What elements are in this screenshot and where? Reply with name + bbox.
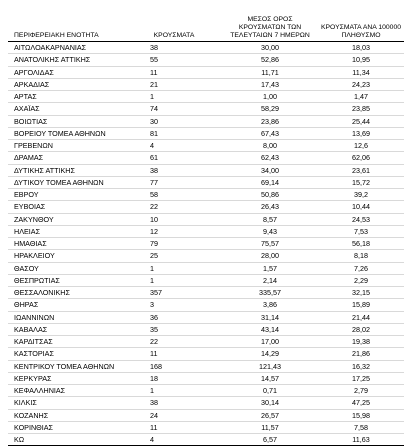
region-cell: ΗΛΕΙΑΣ [8,225,126,237]
region-cell: ΑΧΑΪΑΣ [8,103,126,115]
cases-cell: 81 [126,127,222,139]
region-cell: ΚΕΦΑΛΛΗΝΙΑΣ [8,385,126,397]
cases-cell: 10 [126,213,222,225]
table-row [8,323,404,335]
header-avg7: ΜΕΣΟΣ ΟΡΟΣ ΚΡΟΥΣΜΑΤΩΝ ΤΩΝ ΤΕΛΕΥΤΑΙΩΝ 7 ΗΜΕΡΩΝ [222,16,318,42]
table-row [8,299,404,311]
avg7-cell: 26,43 [222,201,318,213]
avg7-cell: 28,00 [222,250,318,262]
avg7-cell: 67,43 [222,127,318,139]
avg7-cell: 17,00 [222,336,318,348]
region-cell: ΒΟΙΩΤΙΑΣ [8,115,126,127]
per100k-cell: 1,47 [318,91,404,103]
per100k-cell: 24,23 [318,78,404,90]
table-row [8,311,404,323]
per100k-cell: 23,61 [318,164,404,176]
cases-cell: 168 [126,360,222,372]
region-cell: ΔΡΑΜΑΣ [8,152,126,164]
cases-cell: 11 [126,348,222,360]
per100k-cell: 7,26 [318,262,404,274]
table-row [8,91,404,103]
per100k-cell: 7,53 [318,225,404,237]
table-row [8,360,404,372]
avg7-cell: 1,00 [222,91,318,103]
region-cell: ΘΕΣΣΑΛΟΝΙΚΗΣ [8,287,126,299]
avg7-cell: 30,14 [222,397,318,409]
table-row [8,421,404,433]
region-cell: ΑΡΓΟΛΙΔΑΣ [8,66,126,78]
cases-cell: 22 [126,336,222,348]
region-cell: ΗΡΑΚΛΕΙΟΥ [8,250,126,262]
table-row [8,127,404,139]
avg7-cell: 69,14 [222,176,318,188]
avg7-cell: 8,00 [222,140,318,152]
region-cell: ΕΒΡΟΥ [8,189,126,201]
region-cell: ΑΙΤΩΛΟΑΚΑΡΝΑΝΙΑΣ [8,42,126,54]
region-cell: ΚΟΡΙΝΘΙΑΣ [8,421,126,433]
region-cell: ΚΑΒΑΛΑΣ [8,323,126,335]
table-header-row [8,16,404,42]
region-cell: ΘΑΣΟΥ [8,262,126,274]
cases-cell: 74 [126,103,222,115]
avg7-cell: 17,43 [222,78,318,90]
table-row [8,409,404,421]
avg7-cell: 121,43 [222,360,318,372]
per100k-cell: 56,18 [318,238,404,250]
table-row [8,152,404,164]
region-cell: ΒΟΡΕΙΟΥ ΤΟΜΕΑ ΑΘΗΝΩΝ [8,127,126,139]
table-row [8,372,404,384]
per100k-cell: 62,06 [318,152,404,164]
per100k-cell: 10,44 [318,201,404,213]
table-row [8,238,404,250]
avg7-cell: 14,29 [222,348,318,360]
cases-cell: 30 [126,115,222,127]
cases-cell: 58 [126,189,222,201]
per100k-cell: 15,72 [318,176,404,188]
cases-cell: 22 [126,201,222,213]
per100k-cell: 21,86 [318,348,404,360]
table-row [8,54,404,66]
avg7-cell: 50,86 [222,189,318,201]
table-row [8,213,404,225]
avg7-cell: 23,86 [222,115,318,127]
cases-cell: 12 [126,225,222,237]
region-cell: ΚΙΛΚΙΣ [8,397,126,409]
avg7-cell: 11,57 [222,421,318,433]
avg7-cell: 62,43 [222,152,318,164]
table-row [8,434,404,446]
per100k-cell: 28,02 [318,323,404,335]
table-row [8,262,404,274]
avg7-cell: 58,29 [222,103,318,115]
table-row [8,385,404,397]
table-row [8,336,404,348]
table-row [8,176,404,188]
avg7-cell: 0,71 [222,385,318,397]
table-row [8,287,404,299]
per100k-cell: 2,29 [318,274,404,286]
table-row [8,225,404,237]
region-cell: ΘΗΡΑΣ [8,299,126,311]
avg7-cell: 11,71 [222,66,318,78]
cases-cell: 1 [126,274,222,286]
table-row [8,397,404,409]
avg7-cell: 52,86 [222,54,318,66]
region-cell: ΙΩΑΝΝΙΝΩΝ [8,311,126,323]
per100k-cell: 15,89 [318,299,404,311]
avg7-cell: 3,86 [222,299,318,311]
avg7-cell: 9,43 [222,225,318,237]
region-cell: ΚΑΡΔΙΤΣΑΣ [8,336,126,348]
region-cell: ΑΡΤΑΣ [8,91,126,103]
cases-cell: 38 [126,164,222,176]
cases-cell: 11 [126,421,222,433]
avg7-cell: 75,57 [222,238,318,250]
avg7-cell: 31,14 [222,311,318,323]
avg7-cell: 43,14 [222,323,318,335]
avg7-cell: 8,57 [222,213,318,225]
avg7-cell: 30,00 [222,42,318,54]
avg7-cell: 34,00 [222,164,318,176]
avg7-cell: 6,57 [222,434,318,446]
per100k-cell: 13,69 [318,127,404,139]
region-cell: ΖΑΚΥΝΘΟΥ [8,213,126,225]
per100k-cell: 17,25 [318,372,404,384]
header-per100k: ΚΡΟΥΣΜΑΤΑ ΑΝΑ 100000 ΠΛΗΘΥΣΜΟ [318,16,404,42]
region-cell: ΕΥΒΟΙΑΣ [8,201,126,213]
region-cell: ΚΕΝΤΡΙΚΟΥ ΤΟΜΕΑ ΑΘΗΝΩΝ [8,360,126,372]
per100k-cell: 12,6 [318,140,404,152]
region-cell: ΑΡΚΑΔΙΑΣ [8,78,126,90]
region-cell: ΘΕΣΠΡΩΤΙΑΣ [8,274,126,286]
cases-cell: 1 [126,91,222,103]
avg7-cell: 2,14 [222,274,318,286]
per100k-cell: 10,95 [318,54,404,66]
table-row [8,164,404,176]
region-cell: ΔΥΤΙΚΗΣ ΑΤΤΙΚΗΣ [8,164,126,176]
cases-cell: 77 [126,176,222,188]
cases-cell: 3 [126,299,222,311]
per100k-cell: 18,03 [318,42,404,54]
table-row [8,189,404,201]
per100k-cell: 7,58 [318,421,404,433]
cases-by-region-table [8,16,404,446]
region-cell: ΚΕΡΚΥΡΑΣ [8,372,126,384]
per100k-cell: 25,44 [318,115,404,127]
region-cell: ΔΥΤΙΚΟΥ ΤΟΜΕΑ ΑΘΗΝΩΝ [8,176,126,188]
cases-cell: 18 [126,372,222,384]
table-row [8,201,404,213]
cases-cell: 4 [126,434,222,446]
cases-cell: 36 [126,311,222,323]
table-row [8,42,404,54]
table-row [8,140,404,152]
per100k-cell: 21,44 [318,311,404,323]
avg7-cell: 335,57 [222,287,318,299]
table-row [8,66,404,78]
cases-cell: 35 [126,323,222,335]
header-cases: ΚΡΟΥΣΜΑΤΑ [126,16,222,42]
region-cell: ΓΡΕΒΕΝΩΝ [8,140,126,152]
per100k-cell: 19,38 [318,336,404,348]
cases-cell: 38 [126,397,222,409]
cases-cell: 11 [126,66,222,78]
cases-cell: 4 [126,140,222,152]
per100k-cell: 32,15 [318,287,404,299]
region-cell: ΚΑΣΤΟΡΙΑΣ [8,348,126,360]
table-row [8,348,404,360]
per100k-cell: 8,18 [318,250,404,262]
header-region: ΠΕΡΙΦΕΡΕΙΑΚΗ ΕΝΟΤΗΤΑ [8,16,126,42]
cases-cell: 24 [126,409,222,421]
per100k-cell: 23,85 [318,103,404,115]
per100k-cell: 39,2 [318,189,404,201]
region-cell: ΚΩ [8,434,126,446]
cases-cell: 25 [126,250,222,262]
region-cell: ΗΜΑΘΙΑΣ [8,238,126,250]
cases-cell: 21 [126,78,222,90]
avg7-cell: 1,57 [222,262,318,274]
region-cell: ΚΟΖΑΝΗΣ [8,409,126,421]
per100k-cell: 11,34 [318,66,404,78]
cases-cell: 55 [126,54,222,66]
per100k-cell: 47,25 [318,397,404,409]
cases-cell: 1 [126,262,222,274]
cases-cell: 1 [126,385,222,397]
table-body [8,42,404,446]
table-row [8,103,404,115]
per100k-cell: 16,32 [318,360,404,372]
region-cell: ΑΝΑΤΟΛΙΚΗΣ ΑΤΤΙΚΗΣ [8,54,126,66]
table-row [8,274,404,286]
table-row [8,115,404,127]
per100k-cell: 11,63 [318,434,404,446]
cases-cell: 38 [126,42,222,54]
per100k-cell: 2,79 [318,385,404,397]
cases-cell: 79 [126,238,222,250]
avg7-cell: 14,57 [222,372,318,384]
cases-cell: 61 [126,152,222,164]
avg7-cell: 26,57 [222,409,318,421]
cases-cell: 357 [126,287,222,299]
table-row [8,250,404,262]
table-row [8,78,404,90]
per100k-cell: 15,98 [318,409,404,421]
per100k-cell: 24,53 [318,213,404,225]
